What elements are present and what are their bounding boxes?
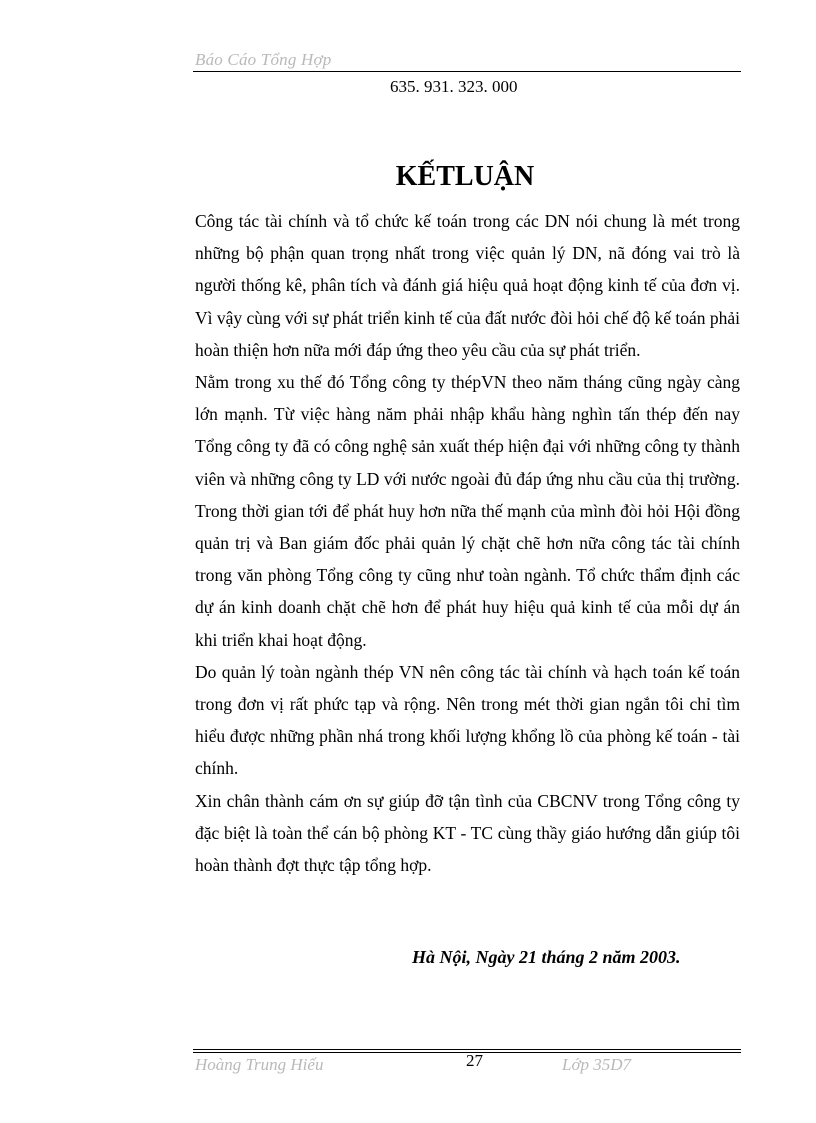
paragraph-1: Công tác tài chính và tổ chức kế toán trong các DN nói chung là mét trong những bộ phận quan trọng nhất trong việc quản lý DN, nã đóng vai trò là người thống kê, phân tích và đánh giá hiệu quả hoạt động kinh tế của đơn vị. Vì vậy cùng với sự phát triển kinh tế của đất nước đòi hỏi chế độ kế toán phải hoàn thiện hơn nữa mới đáp ứng theo yêu cầu của sự phát triển. (195, 211, 740, 360)
footer-rule-top (193, 1049, 741, 1050)
paragraph-4: Xin chân thành cám ơn sự giúp đỡ tận tình của CBCNV trong Tổng công ty đặc biệt là toàn thể cán bộ phòng KT - TC cùng thầy giáo hướng dẫn giúp tôi hoàn thành đợt thực tập tổng hợp. (195, 790, 740, 876)
header-rule (193, 71, 741, 72)
paragraph-2: Nằm trong xu thế đó Tổng công ty thépVN theo năm tháng cũng ngày càng lớn mạnh. Từ việc hàng năm phải nhập khẩu hàng nghìn tấn thép đến nay Tổng công ty đã có công nghệ sản xuất thép hiện đại với những công ty thành viên và những công ty LD với nước ngoài đủ đáp ứng nhu cầu của thị trường. Trong thời gian tới để phát huy hơn nữa thế mạnh của mình đòi hỏi Hội đồng quản trị và Ban giám đốc phải quản lý chặt chẽ hơn nữa công tác tài chính trong văn phòng Tổng công ty cũng như toàn ngành. Tổ chức thẩm định các dự án kinh doanh chặt chẽ hơn để phát huy hiệu quả kinh tế của mỗi dự án khi triển khai hoạt động. (195, 372, 740, 650)
footer-author: Hoàng Trung Hiếu (195, 1055, 324, 1074)
page-number: 27 (466, 1051, 483, 1070)
paragraph-3: Do quản lý toàn ngành thép VN nên công tác tài chính và hạch toán kế toán trong đơn vị rất phức tạp và rộng. Nên trong mét thời gian ngắn tôi chỉ tìm hiểu được những phần nhá trong khối lượng khổng lồ của phòng kế toán - tài chính. (195, 661, 740, 779)
running-header-title: Báo Cáo Tổng Hợp (195, 50, 332, 69)
date-signature: Hà Nội, Ngày 21 tháng 2 năm 2003. (412, 947, 681, 967)
footer-class: Lớp 35D7 (562, 1055, 632, 1074)
carried-total-value: 635. 931. 323. 000 (390, 77, 518, 96)
body-text (195, 205, 740, 881)
section-heading: KẾTLUẬN (395, 161, 535, 192)
